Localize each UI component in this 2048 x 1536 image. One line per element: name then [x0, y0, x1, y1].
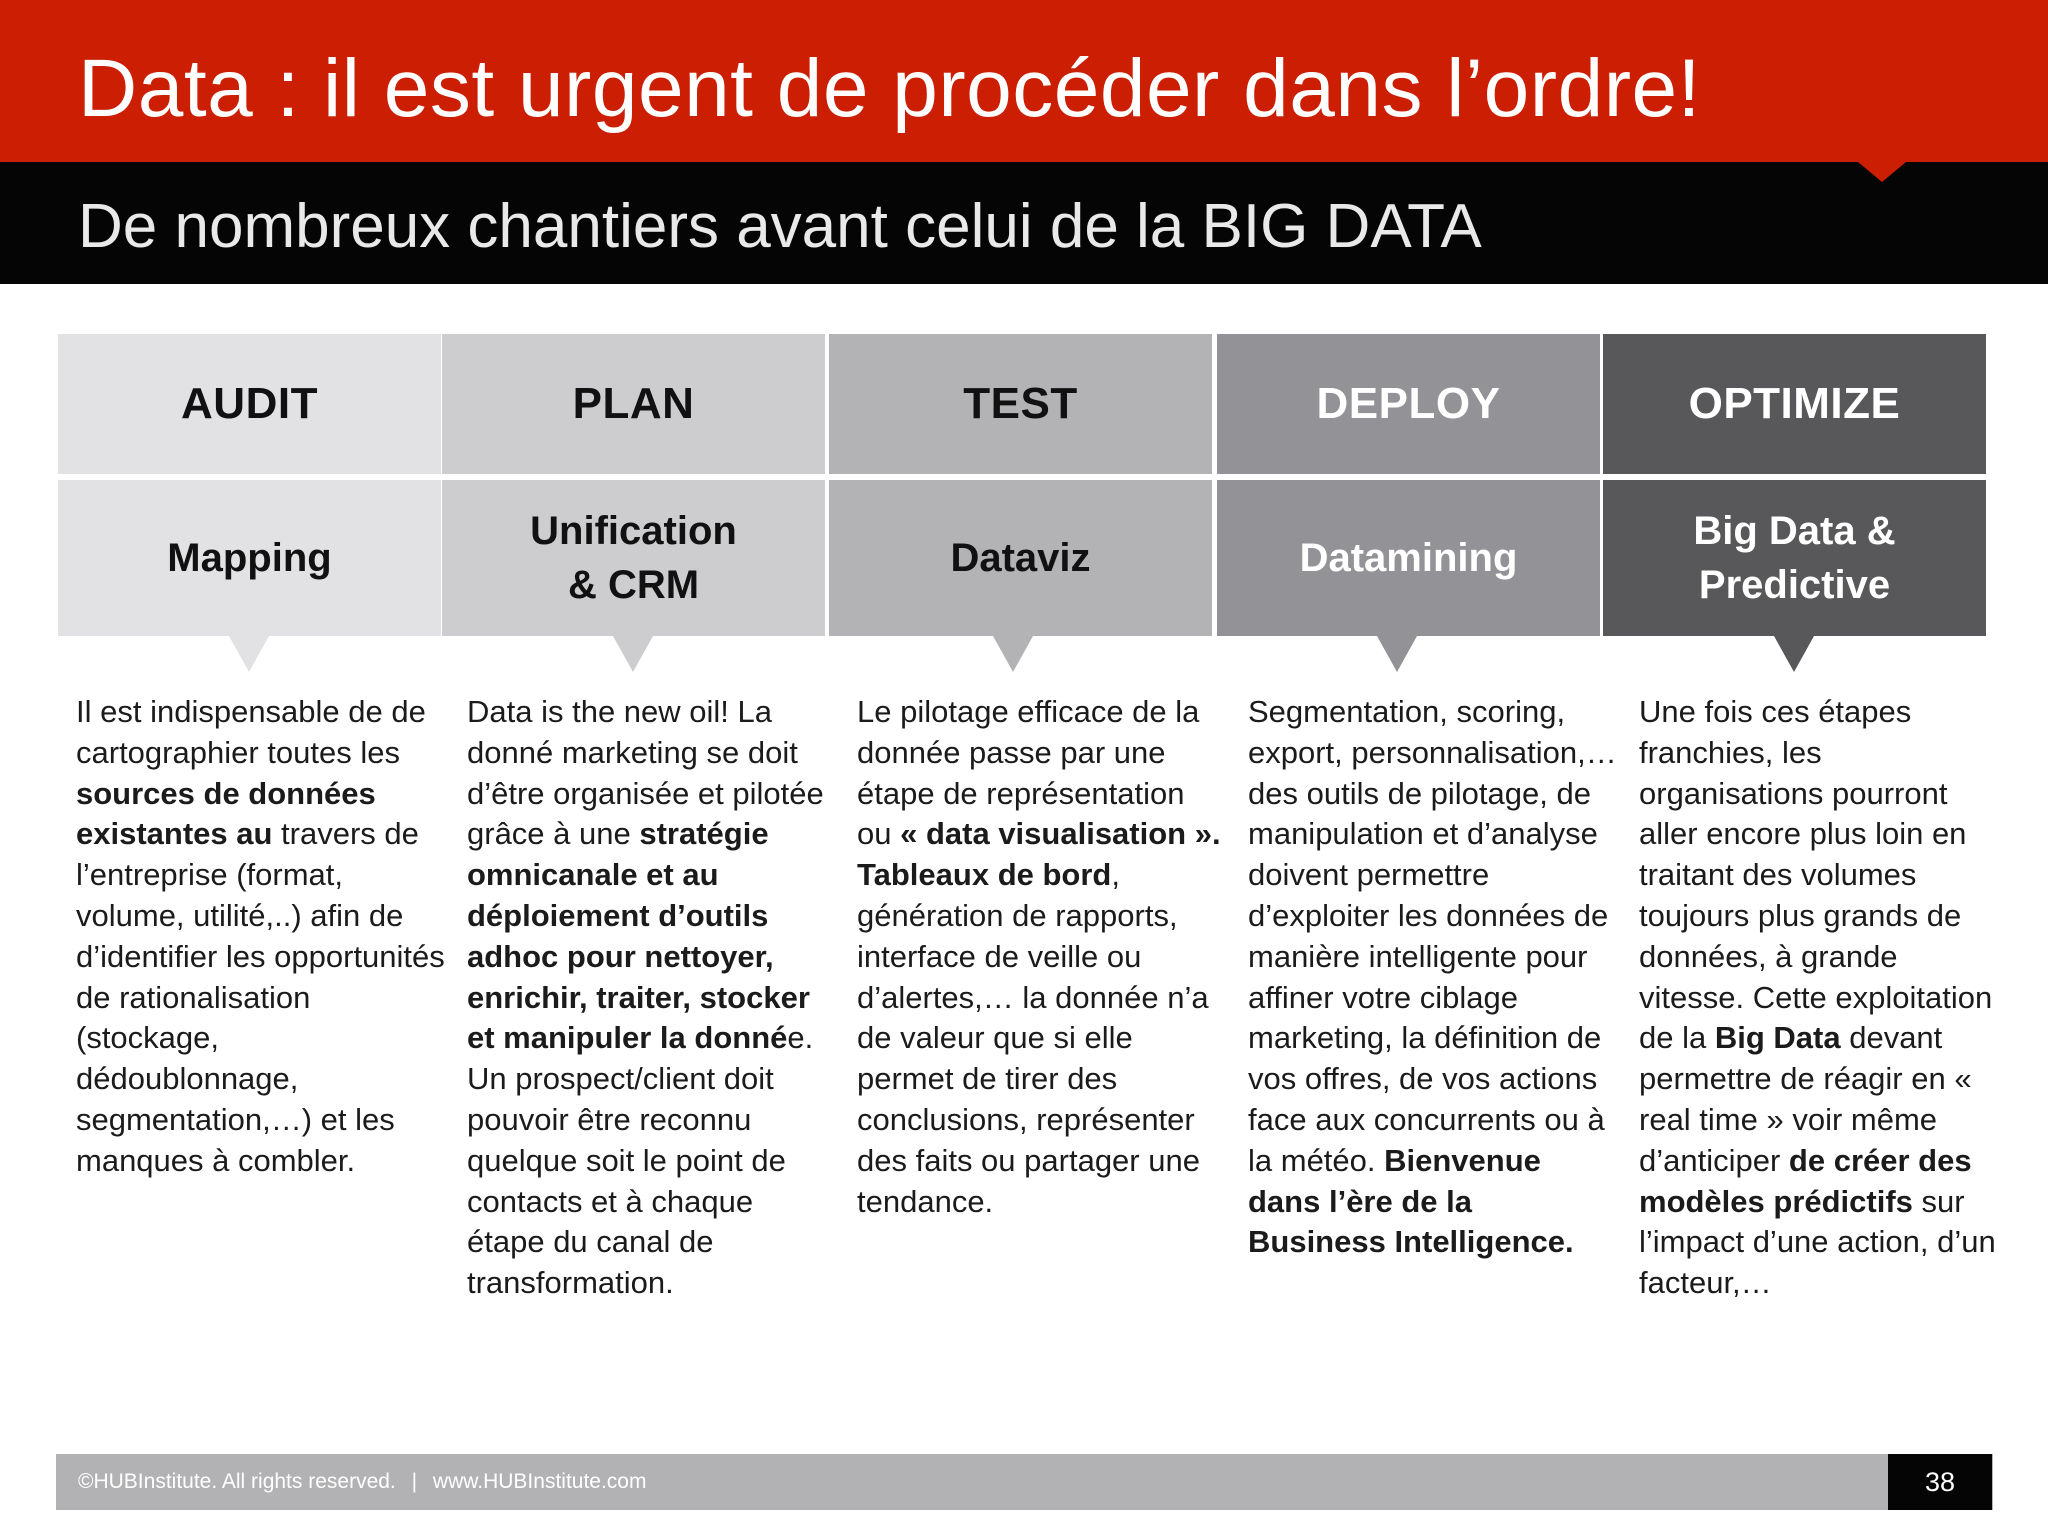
pointer-arrow-deploy — [1377, 636, 1417, 672]
slide-subtitle: De nombreux chantiers avant celui de la BIG DATA — [78, 192, 1482, 261]
column-test — [829, 334, 1212, 636]
phase-label-optimize: OPTIMIZE — [1603, 334, 1986, 474]
column-deploy — [1217, 334, 1600, 636]
website-link[interactable]: www.HUBInstitute.com — [432, 1470, 647, 1493]
phase-label-plan: PLAN — [442, 334, 825, 474]
footer-text — [78, 1470, 646, 1494]
pointer-arrow-audit — [229, 636, 269, 672]
copyright-text: ©HUBInstitute. All rights reserved. — [78, 1470, 396, 1493]
footer-bar — [56, 1454, 1993, 1510]
pointer-arrow-test — [993, 636, 1033, 672]
pointer-arrow-plan — [613, 636, 653, 672]
description-test: Le pilotage efficace de la donnée passe par une étape de représentation ou « data visualisation ». Tableaux de bord, génération de rapports, interface de veille ou d’alertes,… la donnée n’a de valeur que si elle permet de tirer des conclusions, représenter des faits ou partager une tendance. — [857, 694, 1221, 1219]
phase-label-test: TEST — [829, 334, 1212, 474]
column-plan — [442, 334, 825, 636]
column-audit — [58, 334, 441, 636]
title-notch-pointer — [1858, 162, 1906, 182]
description-audit: Il est indispensable de de cartographier toutes les sources de données existantes au travers de l’entreprise (format, volume, utilité,..) afin de d’identifier les opportunités de rationalisation (stockage, dédoublonnage, segmentation,…) et les manques à combler. — [76, 694, 445, 1178]
phase-label-audit: AUDIT — [58, 334, 441, 474]
description-plan: Data is the new oil! La donné marketing se doit d’être organisée et pilotée grâce à une stratégie omnicanale et au déploiement d’outils adhoc pour nettoyer, enrichir, traiter, stocker et manipuler la donnée. Un prospect/client doit pouvoir être reconnu quelque soit le point de contacts et à chaque étape du canal de transformation. — [467, 694, 824, 1301]
topic-label-dataviz: Dataviz — [829, 480, 1212, 636]
topic-label-mapping: Mapping — [58, 480, 441, 636]
pointer-arrow-optimize — [1774, 636, 1814, 672]
topic-label-big-data: Big Data & Predictive — [1603, 480, 1986, 636]
page-number: 38 — [1888, 1454, 1992, 1510]
description-deploy: Segmentation, scoring, export, personnalisation,… des outils de pilotage, de manipulation et d’analyse doivent permettre d’exploiter les données de manière intelligente pour affiner votre ciblage marketing, la définition de vos offres, de vos actions face aux concurrents ou à la météo. Bienvenue dans l’ère de la Business Intelligence. — [1248, 694, 1617, 1260]
topic-label-unification: Unification & CRM — [442, 480, 825, 636]
subtitle-bar — [0, 162, 2048, 284]
phase-label-deploy: DEPLOY — [1217, 334, 1600, 474]
column-optimize — [1603, 334, 1986, 636]
topic-label-datamining: Datamining — [1217, 480, 1600, 636]
footer-separator: | — [411, 1470, 418, 1493]
slide-title: Data : il est urgent de procéder dans l’ordre! — [78, 43, 1701, 134]
title-bar — [0, 0, 2048, 162]
description-optimize: Une fois ces étapes franchies, les organisations pourront aller encore plus loin en traitant des volumes toujours plus grands de données, à grande vitesse. Cette exploitation de la Big Data devant permettre de réagir en « real time » voir même d’anticiper de créer des modèles prédictifs sur l’impact d’une action, d’un facteur,… — [1639, 694, 1996, 1301]
